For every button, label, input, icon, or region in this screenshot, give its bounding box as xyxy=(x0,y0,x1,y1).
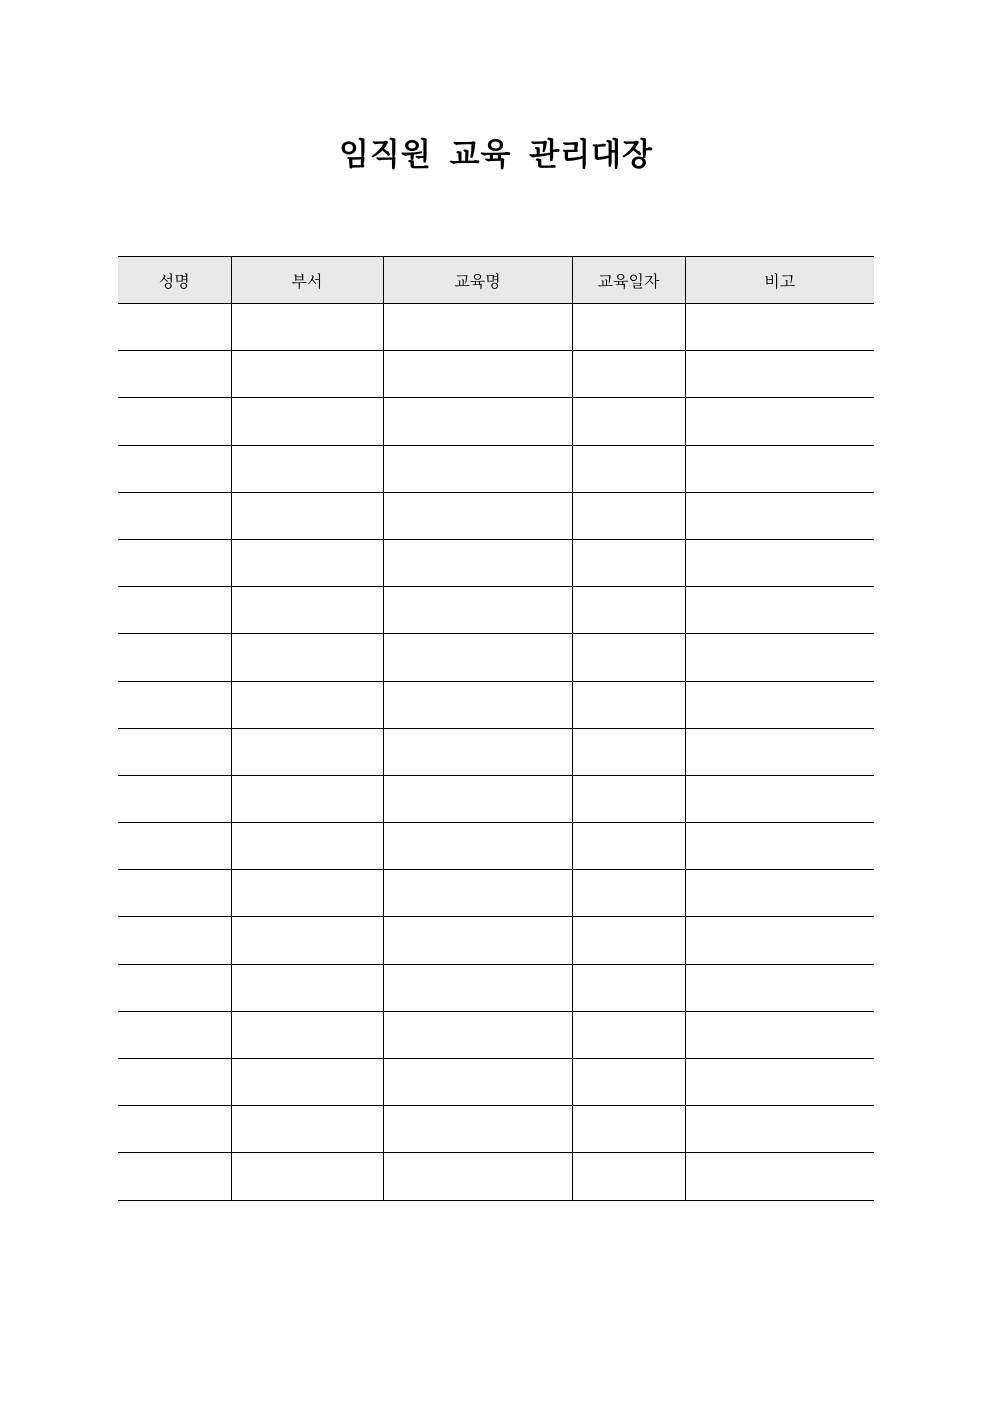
cell-course-date[interactable] xyxy=(572,1011,685,1058)
cell-remarks[interactable] xyxy=(685,917,874,964)
cell-name[interactable] xyxy=(118,964,231,1011)
cell-course-name[interactable] xyxy=(383,1059,572,1106)
column-header-department: 부서 xyxy=(231,257,383,304)
cell-course-date[interactable] xyxy=(572,964,685,1011)
cell-department[interactable] xyxy=(231,634,383,681)
cell-name[interactable] xyxy=(118,728,231,775)
table-row xyxy=(118,539,874,586)
cell-department[interactable] xyxy=(231,1153,383,1200)
cell-remarks[interactable] xyxy=(685,351,874,398)
cell-course-name[interactable] xyxy=(383,539,572,586)
cell-course-date[interactable] xyxy=(572,1059,685,1106)
table-row xyxy=(118,351,874,398)
cell-course-date[interactable] xyxy=(572,823,685,870)
cell-course-date[interactable] xyxy=(572,728,685,775)
cell-department[interactable] xyxy=(231,445,383,492)
cell-department[interactable] xyxy=(231,917,383,964)
cell-course-name[interactable] xyxy=(383,634,572,681)
table-row xyxy=(118,681,874,728)
cell-remarks[interactable] xyxy=(685,1153,874,1200)
cell-name[interactable] xyxy=(118,1153,231,1200)
column-header-name: 성명 xyxy=(118,257,231,304)
table-header-row xyxy=(118,257,874,304)
cell-course-date[interactable] xyxy=(572,351,685,398)
cell-department[interactable] xyxy=(231,351,383,398)
cell-name[interactable] xyxy=(118,870,231,917)
cell-department[interactable] xyxy=(231,775,383,822)
table-row xyxy=(118,870,874,917)
cell-course-date[interactable] xyxy=(572,634,685,681)
cell-course-date[interactable] xyxy=(572,1106,685,1153)
table-row xyxy=(118,917,874,964)
cell-course-name[interactable] xyxy=(383,587,572,634)
table-row xyxy=(118,1153,874,1200)
cell-department[interactable] xyxy=(231,587,383,634)
cell-remarks[interactable] xyxy=(685,445,874,492)
cell-course-name[interactable] xyxy=(383,445,572,492)
table-row xyxy=(118,492,874,539)
cell-department[interactable] xyxy=(231,1059,383,1106)
cell-course-date[interactable] xyxy=(572,304,685,351)
cell-course-name[interactable] xyxy=(383,823,572,870)
cell-remarks[interactable] xyxy=(685,1011,874,1058)
cell-name[interactable] xyxy=(118,634,231,681)
column-header-course-date: 교육일자 xyxy=(572,257,685,304)
cell-department[interactable] xyxy=(231,823,383,870)
cell-remarks[interactable] xyxy=(685,823,874,870)
cell-course-name[interactable] xyxy=(383,681,572,728)
column-header-course-name: 교육명 xyxy=(383,257,572,304)
cell-course-date[interactable] xyxy=(572,870,685,917)
table-row xyxy=(118,445,874,492)
table-body xyxy=(118,304,874,1201)
cell-name[interactable] xyxy=(118,351,231,398)
cell-remarks[interactable] xyxy=(685,964,874,1011)
table-row xyxy=(118,1011,874,1058)
cell-course-date[interactable] xyxy=(572,398,685,445)
cell-name[interactable] xyxy=(118,681,231,728)
cell-remarks[interactable] xyxy=(685,1106,874,1153)
table-row xyxy=(118,775,874,822)
cell-department[interactable] xyxy=(231,1106,383,1153)
cell-remarks[interactable] xyxy=(685,539,874,586)
cell-course-date[interactable] xyxy=(572,1153,685,1200)
cell-remarks[interactable] xyxy=(685,1059,874,1106)
cell-course-date[interactable] xyxy=(572,587,685,634)
cell-course-name[interactable] xyxy=(383,398,572,445)
cell-department[interactable] xyxy=(231,1011,383,1058)
cell-name[interactable] xyxy=(118,775,231,822)
cell-course-date[interactable] xyxy=(572,681,685,728)
table-row xyxy=(118,823,874,870)
cell-name[interactable] xyxy=(118,1106,231,1153)
cell-course-name[interactable] xyxy=(383,1153,572,1200)
cell-name[interactable] xyxy=(118,1059,231,1106)
table-row xyxy=(118,398,874,445)
cell-remarks[interactable] xyxy=(685,587,874,634)
cell-course-name[interactable] xyxy=(383,492,572,539)
cell-course-name[interactable] xyxy=(383,304,572,351)
cell-name[interactable] xyxy=(118,587,231,634)
cell-remarks[interactable] xyxy=(685,492,874,539)
cell-department[interactable] xyxy=(231,304,383,351)
cell-name[interactable] xyxy=(118,398,231,445)
table-row xyxy=(118,728,874,775)
cell-course-date[interactable] xyxy=(572,775,685,822)
cell-department[interactable] xyxy=(231,870,383,917)
cell-remarks[interactable] xyxy=(685,304,874,351)
cell-remarks[interactable] xyxy=(685,398,874,445)
cell-name[interactable] xyxy=(118,539,231,586)
table-row xyxy=(118,587,874,634)
cell-course-name[interactable] xyxy=(383,870,572,917)
cell-course-name[interactable] xyxy=(383,728,572,775)
cell-course-name[interactable] xyxy=(383,917,572,964)
cell-department[interactable] xyxy=(231,728,383,775)
cell-remarks[interactable] xyxy=(685,681,874,728)
cell-department[interactable] xyxy=(231,492,383,539)
cell-course-name[interactable] xyxy=(383,351,572,398)
cell-department[interactable] xyxy=(231,539,383,586)
page-title: 임직원 교육 관리대장 xyxy=(338,137,654,173)
cell-course-date[interactable] xyxy=(572,445,685,492)
cell-name[interactable] xyxy=(118,917,231,964)
table-row xyxy=(118,1106,874,1153)
cell-course-name[interactable] xyxy=(383,775,572,822)
cell-remarks[interactable] xyxy=(685,728,874,775)
cell-course-name[interactable] xyxy=(383,964,572,1011)
table-row xyxy=(118,1059,874,1106)
cell-course-date[interactable] xyxy=(572,539,685,586)
table-row xyxy=(118,634,874,681)
cell-name[interactable] xyxy=(118,1011,231,1058)
column-header-remarks: 비고 xyxy=(685,257,874,304)
cell-remarks[interactable] xyxy=(685,870,874,917)
cell-course-name[interactable] xyxy=(383,1106,572,1153)
cell-name[interactable] xyxy=(118,304,231,351)
education-ledger-table xyxy=(118,256,874,1201)
cell-name[interactable] xyxy=(118,823,231,870)
cell-course-date[interactable] xyxy=(572,917,685,964)
table-row xyxy=(118,964,874,1011)
cell-remarks[interactable] xyxy=(685,634,874,681)
cell-department[interactable] xyxy=(231,964,383,1011)
cell-department[interactable] xyxy=(231,398,383,445)
cell-course-date[interactable] xyxy=(572,492,685,539)
cell-name[interactable] xyxy=(118,445,231,492)
cell-remarks[interactable] xyxy=(685,775,874,822)
cell-department[interactable] xyxy=(231,681,383,728)
cell-course-name[interactable] xyxy=(383,1011,572,1058)
table-row xyxy=(118,304,874,351)
cell-name[interactable] xyxy=(118,492,231,539)
